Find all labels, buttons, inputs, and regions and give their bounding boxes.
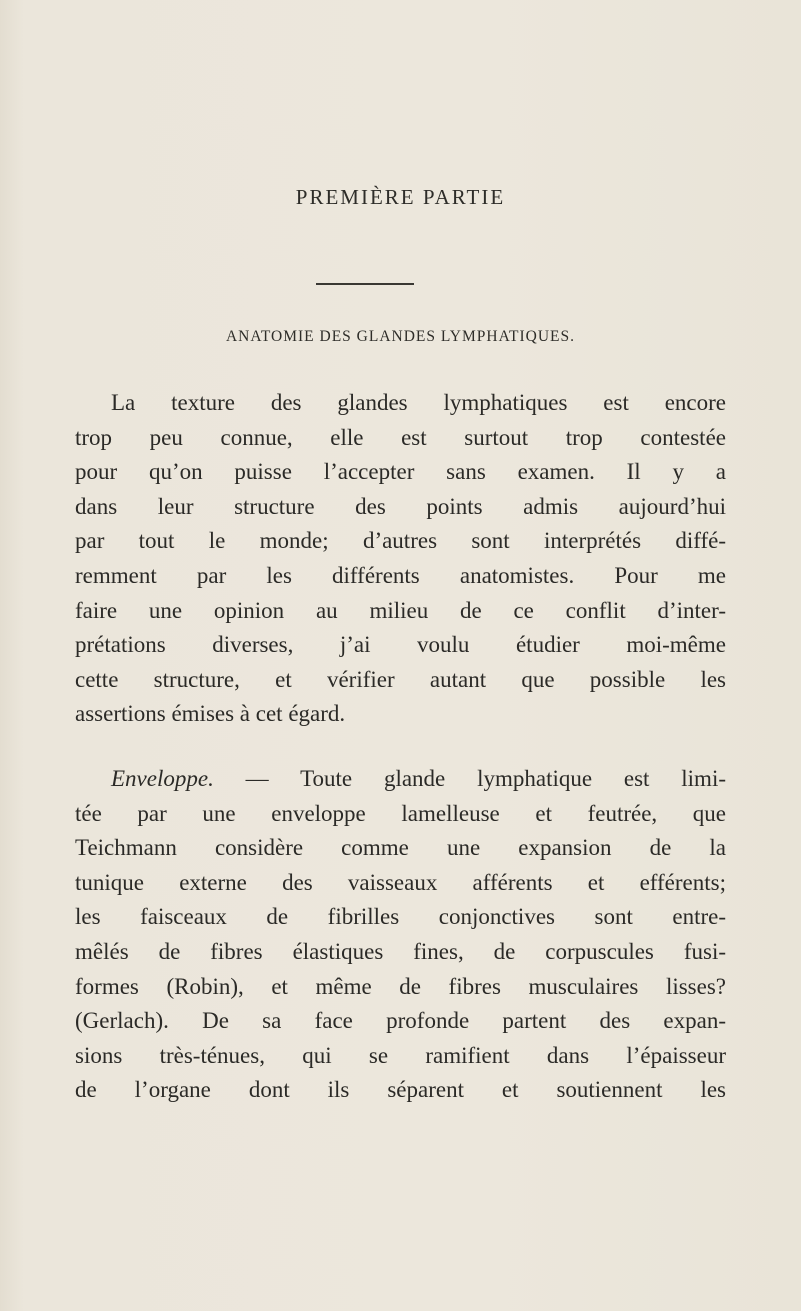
text-line: remment par les différents anatomistes. Pour me <box>75 562 726 588</box>
text-line: faire une opinion au milieu de ce conflit d’inter- <box>75 597 726 623</box>
text-line: cette structure, et vérifier autant que possible les <box>75 666 726 692</box>
paragraph-2 <box>75 762 726 1108</box>
text-line: tée par une enveloppe lamelleuse et feutrée, que <box>75 800 726 826</box>
text-line: prétations diverses, j’ai voulu étudier moi-même <box>75 632 726 658</box>
text-line: par tout le monde; d’autres sont interprétés diffé- <box>75 528 726 554</box>
text-line: assertions émises à cet égard. <box>75 701 346 727</box>
text-line <box>75 762 726 797</box>
text-line: les faisceaux de fibrilles conjonctives sont entre- <box>75 904 726 930</box>
paragraph-lead-rest: — Toute glande lymphatique est limi- <box>213 766 726 791</box>
text-line: formes (Robin), et même de fibres musculaires lisses? <box>75 973 726 999</box>
text-line: de l’organe dont ils séparent et soutiennent les <box>75 1077 726 1103</box>
part-title: PREMIÈRE PARTIE <box>295 185 506 209</box>
text-line: sions très-ténues, qui se ramifient dans l’épaisseur <box>75 1042 726 1068</box>
paragraph-lead-italic: Enveloppe. <box>111 766 214 791</box>
text-line: pour qu’on puisse l’accepter sans examen. Il y a <box>75 459 726 485</box>
text-line: trop peu connue, elle est surtout trop contestée <box>75 424 726 450</box>
paragraph-1 <box>75 386 726 732</box>
text-line: La texture des glandes lymphatiques est encore <box>111 390 726 415</box>
text-line: tunique externe des vaisseaux afférents et efférents; <box>75 869 726 895</box>
text-line: dans leur structure des points admis aujourd’hui <box>75 493 726 519</box>
section-title: ANATOMIE DES GLANDES LYMPHATIQUES. <box>225 328 576 345</box>
text-line: mêlés de fibres élastiques fines, de corpuscules fusi- <box>75 938 726 964</box>
separator-rule <box>316 283 414 285</box>
text-line: (Gerlach). De sa face profonde partent des expan- <box>75 1008 726 1034</box>
text-line: Teichmann considère comme une expansion de la <box>75 835 726 861</box>
